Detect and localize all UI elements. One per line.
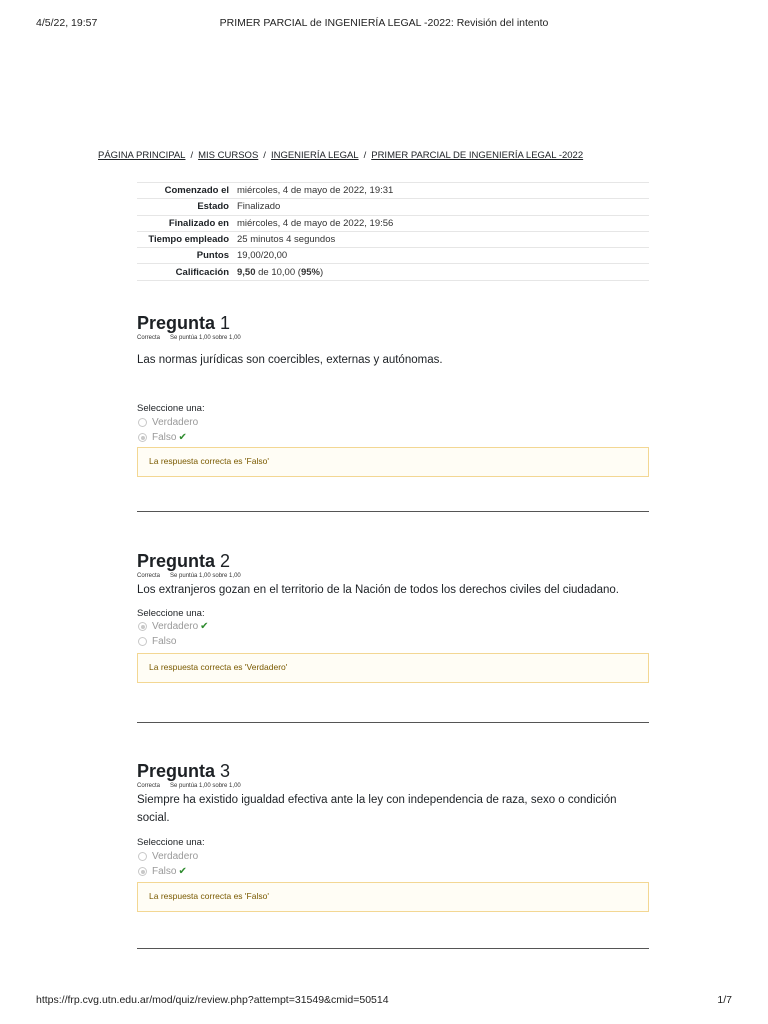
radio-button-selected[interactable]: [138, 433, 147, 442]
breadcrumb-separator: /: [263, 150, 266, 161]
question-title: [137, 313, 649, 333]
option-label: Falso: [152, 866, 177, 877]
question-divider: [137, 511, 649, 512]
option-falso[interactable]: [137, 634, 649, 649]
breadcrumb: [98, 150, 658, 161]
radio-button-selected[interactable]: [138, 867, 147, 876]
option-label: Falso: [152, 432, 177, 443]
radio-button[interactable]: [138, 852, 147, 861]
question-number: 2: [220, 551, 231, 571]
breadcrumb-quiz[interactable]: PRIMER PARCIAL DE INGENIERÍA LEGAL -2022: [371, 150, 584, 161]
question-title: [137, 551, 649, 571]
question-state: Correcta: [137, 783, 161, 789]
option-label: Verdadero: [152, 417, 199, 428]
question-text: Las normas jurídicas son coercibles, externas y autónomas.: [137, 354, 443, 366]
option-falso[interactable]: [137, 430, 649, 445]
summary-value: Finalizado: [237, 201, 281, 213]
breadcrumb-my-courses[interactable]: MIS CURSOS: [198, 150, 259, 161]
summary-row-marks: [137, 248, 649, 264]
question-divider: [137, 948, 649, 949]
answer-options: [137, 849, 649, 879]
answer-prompt: Seleccione una:: [137, 837, 205, 848]
question-info: [137, 573, 649, 581]
question-grade: Se puntúa 1,00 sobre 1,00: [170, 573, 241, 579]
option-label: Verdadero: [152, 851, 199, 862]
summary-row-time-taken: [137, 231, 649, 247]
grade-out-of: de 10,00 (: [258, 266, 301, 278]
right-answer-feedback: La respuesta correcta es 'Falso': [137, 447, 649, 477]
grade-score: 9,50: [237, 266, 256, 278]
question-word: Pregunta: [137, 551, 216, 571]
check-icon: ✔: [178, 866, 187, 877]
question-info: [137, 783, 649, 791]
option-verdadero[interactable]: [137, 619, 649, 634]
summary-grade-value: [237, 264, 649, 280]
radio-button[interactable]: [138, 418, 147, 427]
check-icon: ✔: [200, 621, 209, 632]
answer-prompt: Seleccione una:: [137, 403, 205, 414]
question-grade: Se puntúa 1,00 sobre 1,00: [170, 335, 241, 341]
question-state: Correcta: [137, 573, 161, 579]
question-number: 1: [220, 313, 231, 333]
question-3: [137, 761, 649, 912]
question-number: 3: [220, 761, 231, 781]
question-state: Correcta: [137, 335, 161, 341]
summary-label: Comenzado el: [164, 185, 229, 197]
right-answer-feedback: La respuesta correcta es 'Verdadero': [137, 653, 649, 683]
answer-options: [137, 415, 649, 445]
option-falso[interactable]: [137, 864, 649, 879]
radio-button-selected[interactable]: [138, 622, 147, 631]
question-text: Siempre ha existido igualdad efectiva ante la ley con independencia de raza, sexo o condición social.: [137, 794, 617, 824]
question-word: Pregunta: [137, 761, 216, 781]
summary-value: miércoles, 4 de mayo de 2022, 19:31: [237, 185, 394, 197]
attempt-summary-table: [137, 182, 649, 281]
option-verdadero[interactable]: [137, 415, 649, 430]
summary-value: 25 minutos 4 segundos: [237, 234, 336, 246]
breadcrumb-course[interactable]: INGENIERÍA LEGAL: [270, 150, 359, 161]
breadcrumb-separator: /: [363, 150, 367, 161]
grade-percent: 95%: [300, 266, 320, 278]
print-date: 4/5/22, 19:57: [36, 17, 98, 29]
summary-value: miércoles, 4 de mayo de 2022, 19:56: [237, 217, 394, 229]
summary-value: 19,00/20,00: [237, 250, 288, 262]
question-2: [137, 551, 649, 683]
question-text: Los extranjeros gozan en el territorio de la Nación de todos los derechos civiles del ciudadano.: [137, 584, 620, 596]
question-info: [137, 335, 649, 343]
print-url: https://frp.cvg.utn.edu.ar/mod/quiz/review.php?attempt=31549&cmid=50514: [36, 994, 389, 1006]
print-page-number: 1/7: [717, 994, 732, 1006]
summary-label: Estado: [197, 201, 229, 213]
option-label: Verdadero: [152, 621, 199, 632]
summary-row-finished: [137, 215, 649, 231]
answer-prompt: Seleccione una:: [137, 608, 205, 619]
summary-label: Calificación: [175, 266, 229, 278]
print-footer: [36, 994, 732, 1008]
breadcrumb-separator: /: [190, 150, 194, 161]
question-grade: Se puntúa 1,00 sobre 1,00: [170, 783, 241, 789]
check-icon: ✔: [178, 432, 187, 443]
summary-row-grade: [137, 264, 649, 280]
question-word: Pregunta: [137, 313, 216, 333]
print-title: PRIMER PARCIAL de INGENIERÍA LEGAL -2022: Revisión del intento: [219, 17, 549, 29]
summary-row-state: [137, 199, 649, 215]
question-1: [137, 313, 649, 477]
right-answer-feedback: La respuesta correcta es 'Falso': [137, 882, 649, 912]
breadcrumb-home[interactable]: PÁGINA PRINCIPAL: [98, 150, 186, 161]
question-divider: [137, 722, 649, 723]
summary-label: Tiempo empleado: [148, 234, 229, 246]
grade-close: ): [319, 266, 324, 278]
answer-options: [137, 619, 649, 649]
summary-label: Puntos: [196, 250, 229, 262]
summary-label: Finalizado en: [168, 217, 229, 229]
question-title: [137, 761, 649, 781]
summary-row-started: [137, 183, 649, 199]
option-verdadero[interactable]: [137, 849, 649, 864]
print-header: [36, 17, 732, 31]
radio-button[interactable]: [138, 637, 147, 646]
option-label: Falso: [152, 636, 177, 647]
